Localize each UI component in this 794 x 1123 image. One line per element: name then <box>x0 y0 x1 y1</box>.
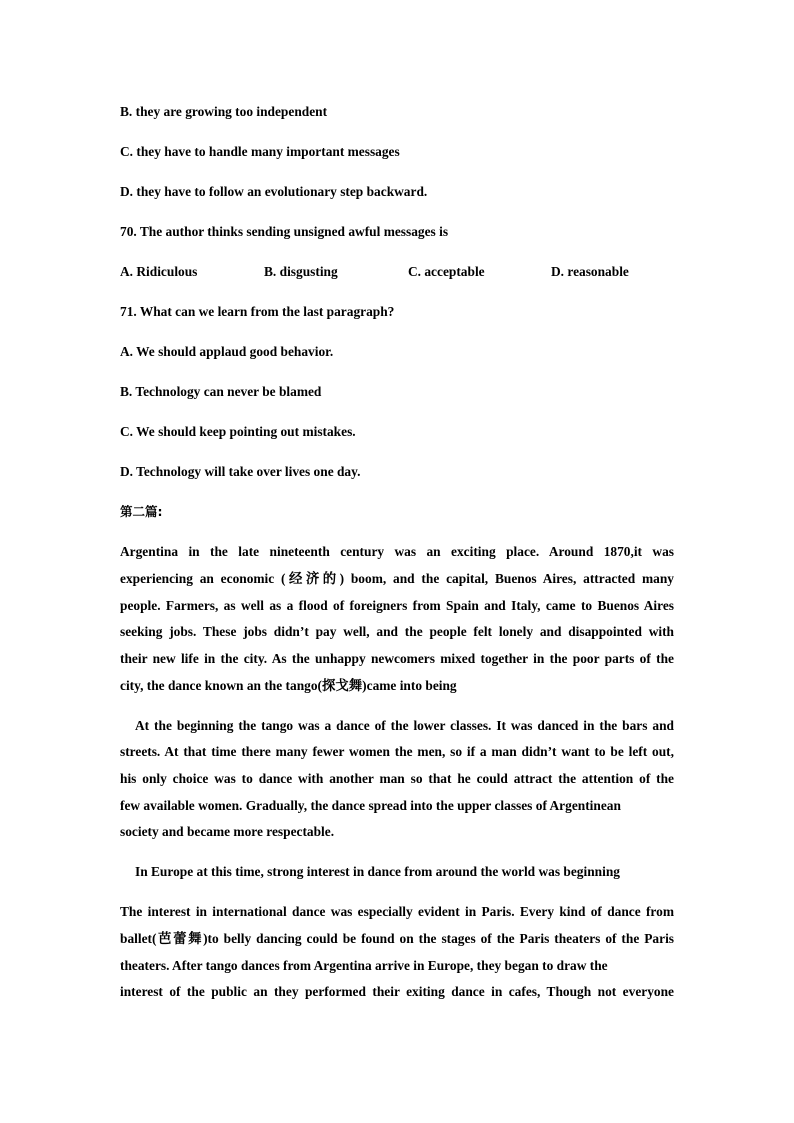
section-heading: 第二篇: <box>120 504 163 519</box>
passage-p4-line: The interest in international dance was especially evident in Paris. Every kind of dance from <box>120 904 674 919</box>
q71-option-a: A. We should applaud good behavior. <box>120 344 334 359</box>
passage-p1-line: people. Farmers, as well as a flood of foreigners from Spain and Italy, came to Buenos Aires <box>120 598 674 613</box>
passage-p2-line: his only choice was to dance with another man so that he could attract the attention of the <box>120 771 674 786</box>
passage-p1-line: their new life in the city. As the unhappy newcomers mixed together in the poor parts of the <box>120 651 674 666</box>
passage-p1-line: seeking jobs. These jobs didn’t pay well, and the people felt lonely and disappointed with <box>120 624 674 639</box>
passage-p1-line: city, the dance known an the tango(探戈舞)came into being <box>120 678 457 693</box>
q70-option-a: A. Ridiculous <box>120 264 198 279</box>
q71-stem: 71. What can we learn from the last paragraph? <box>120 304 395 319</box>
passage-p4-line: theaters. After tango dances from Argentina arrive in Europe, they began to draw the <box>120 958 608 973</box>
passage-p2-line: society and became more respectable. <box>120 824 335 839</box>
q71-option-c: C. We should keep pointing out mistakes. <box>120 424 356 439</box>
passage-p2-line: At the beginning the tango was a dance of the lower classes. It was danced in the bars and <box>135 718 674 733</box>
passage-p1-line: experiencing an economic (经济的) boom, and the capital, Buenos Aires, attracted many <box>120 571 674 586</box>
q71-option-b: B. Technology can never be blamed <box>120 384 322 399</box>
passage-p2-line: streets. At that time there many fewer women the men, so if a man didn’t want to be left out, <box>120 744 674 759</box>
q70-stem: 70. The author thinks sending unsigned awful messages is <box>120 224 449 239</box>
q69-option-b: B. they are growing too independent <box>120 104 328 119</box>
passage-p2-line: few available women. Gradually, the dance spread into the upper classes of Argentinean <box>120 798 621 813</box>
passage-p1-line: Argentina in the late nineteenth century was an exciting place. Around 1870,it was <box>120 544 674 559</box>
q69-option-c: C. they have to handle many important messages <box>120 144 400 159</box>
q70-option-c: C. acceptable <box>408 264 485 279</box>
q69-option-d: D. they have to follow an evolutionary step backward. <box>120 184 428 199</box>
q70-option-b: B. disgusting <box>264 264 338 279</box>
passage-p3-line: In Europe at this time, strong interest in dance from around the world was beginning <box>135 864 620 879</box>
q70-option-d: D. reasonable <box>551 264 629 279</box>
q71-option-d: D. Technology will take over lives one day. <box>120 464 361 479</box>
passage-p4-line: interest of the public an they performed their exiting dance in cafes, Though not everyone <box>120 984 674 999</box>
passage-p4-line: ballet(芭蕾舞)to belly dancing could be found on the stages of the Paris theaters of the Paris <box>120 931 674 946</box>
